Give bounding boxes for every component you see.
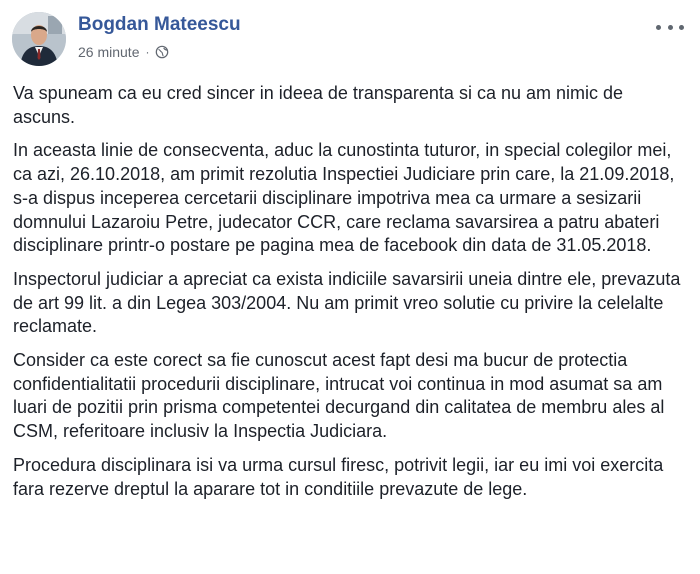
- post-timestamp-link[interactable]: 26 minute: [78, 44, 140, 60]
- post-paragraph: Inspectorul judiciar a apreciat ca exista indiciile savarsirii uneia dintre ele, prevazuta de art 99 lit. a din Legea 303/2004. Nu am primit vreo solutie cu privire la celelalte reclamate.: [13, 268, 681, 337]
- more-options-icon[interactable]: [656, 20, 684, 34]
- globe-icon[interactable]: [155, 45, 169, 59]
- post-paragraph: Consider ca este corect sa fie cunoscut acest fapt desi ma bucur de protectia confidentialitatii procedurii disciplinare, intrucat voi continua in mod asumat sa am luari de pozitii prin prisma competentei decurgand din calitatea de membru ales al CSM, referitoare inclusiv la Inspectia Judiciara.: [13, 350, 665, 442]
- post-paragraph: In aceasta linie de consecventa, aduc la cunostinta tuturor, in special colegilor mei, ca azi, 26.10.2018, am primit rezolutia Inspectiei Judiciare prin care, la 21.09.2018, s-a dispus inceperea cercetarii disciplinare impotriva mea ca urmare a sesizarii domnului Lazaroiu Petre, judecator CCR, care reclama savarsirea a patru abateri disciplinare printr-o postare pe pagina mea de facebook din data de 31.05.2018.: [13, 140, 675, 256]
- more-dot: [679, 25, 684, 30]
- author-name-link[interactable]: Bogdan Mateescu: [78, 14, 241, 35]
- post-paragraph: Va spuneam ca eu cred sincer in ideea de transparenta si ca nu am nimic de ascuns.: [13, 83, 624, 127]
- meta-separator: ·: [145, 45, 150, 59]
- more-dot: [656, 25, 661, 30]
- profile-photo: [12, 12, 66, 66]
- post-header: [12, 10, 688, 70]
- post-meta: [78, 44, 169, 60]
- more-dot: [668, 25, 673, 30]
- post-body: [13, 82, 685, 511]
- post-paragraph: Procedura disciplinara isi va urma cursul firesc, potrivit legii, iar eu imi voi exercita fara rezerve dreptul la aparare tot in conditiile prevazute de lege.: [13, 454, 664, 499]
- avatar[interactable]: [12, 12, 66, 66]
